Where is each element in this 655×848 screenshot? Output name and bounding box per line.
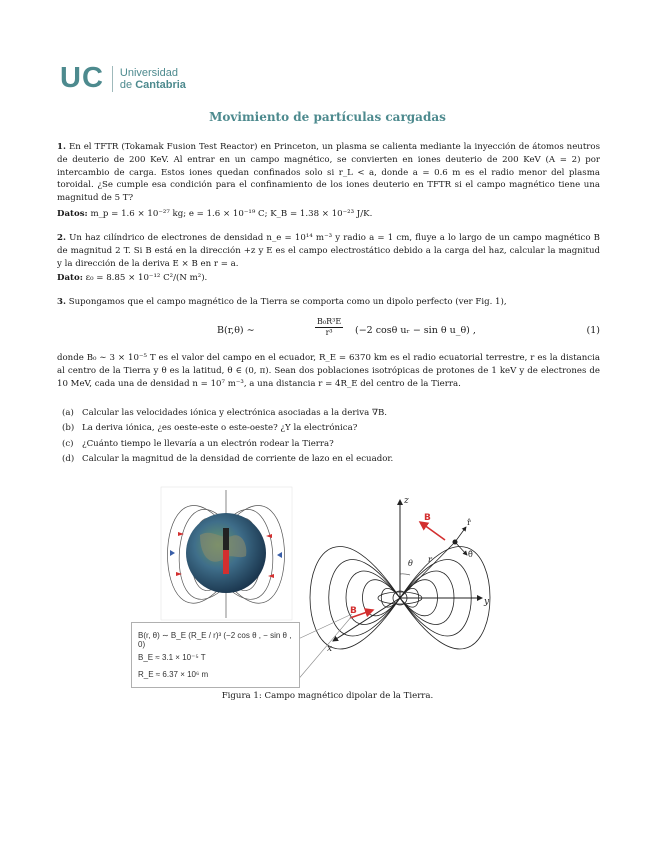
item-tag: (b) <box>62 423 75 434</box>
problem-2-text: Un haz cilíndrico de electrones de densidad n_e = 10¹⁴ m⁻³ y radio a = 1 cm, fluye a lo largo de un campo magnético B de magnitud 2 T. Si B está en la dirección +z y E es el campo electrostático debido a la carga del haz, calcular la magnitud y la dirección de la deriva E × B en r = a. <box>57 233 600 269</box>
figure-caption: Figura 1: Campo magnético dipolar de la Tierra. <box>221 691 434 701</box>
logo-line2-bold: Cantabria <box>135 78 186 91</box>
item-text: La deriva iónica, ¿es oeste-este o este-oeste? ¿Y la electrónica? <box>82 423 358 434</box>
label-x: x <box>327 644 333 654</box>
item-text: ¿Cuánto tiempo le llevaría a un electrón rodear la Tierra? <box>82 438 334 449</box>
problem-2-number: 2. <box>57 233 66 243</box>
r-hat-arrow <box>455 527 466 542</box>
problem-1-number: 1. <box>57 142 66 152</box>
magnet-south <box>223 550 229 574</box>
label-y: y <box>484 597 490 607</box>
item-text: Calcular la magnitud de la densidad de corriente de lazo en el ecuador. <box>82 454 394 465</box>
label-z: z <box>404 496 409 506</box>
label-b-bottom: B <box>350 606 357 616</box>
label-b-top: B <box>424 513 431 523</box>
magnet-north <box>223 528 229 550</box>
problem-2-data-text: ε₀ = 8.85 × 10⁻¹² C²/(N m²). <box>85 273 208 283</box>
problem-3-body: donde B₀ ∼ 3 × 10⁻⁵ T es el valor del campo en el ecuador, R_E = 6370 km es el radio ecuatorial terrestre, r es la distancia al centro de la Tierra y θ es la latitud, θ ∈ (0, π). Sean dos poblaciones isotrópicas de protones de 1 keV y de electrones de 10 MeV, cada una de densidad n = 10⁷ m⁻³, a una distancia r = 4R_E del centro de la Tierra. <box>57 353 600 389</box>
label-r: r <box>428 555 432 564</box>
r-vector <box>400 542 455 598</box>
formula-box <box>131 622 300 688</box>
page-title: Movimiento de partículas cargadas <box>209 110 446 124</box>
equation-lhs: B(r,θ) ∼ <box>217 325 255 336</box>
theta-hat-arrow <box>455 542 467 555</box>
logo-line2-pre: de <box>119 78 136 91</box>
equation-denominator: r³ <box>325 328 333 337</box>
problem-2-data-label: Dato: <box>57 273 83 283</box>
problem-1-data-label: Datos: <box>57 209 88 219</box>
connector-line <box>296 614 352 640</box>
equation-rest: (−2 cosθ uᵣ − sin θ u_θ) , <box>355 325 476 336</box>
theta-arc <box>400 574 410 575</box>
formula-be: B_E ≈ 3.1 × 10⁻⁵ T <box>138 653 206 662</box>
x-axis <box>333 598 400 641</box>
problem-1-text: En el TFTR (Tokamak Fusion Test Reactor) en Princeton, un plasma se calienta mediante la inyección de átomos neutros de deuterio de 200 KeV. Al entrar en un campo magnético, se convierten en iones deuterio de 200 KeV (A = 2) por intercambio de carga. Estos iones quedan confinados solo si r_L < a, donde a = 0.6 m es el radio menor del plasma toroidal. ¿Se cumple esa condición para el confinamiento de los iones deuterio en TFTR si el campo magnético tiene una magnitud de 5 T? <box>57 142 600 204</box>
label-theta-hat: θ̂ <box>468 550 473 559</box>
field-point <box>453 540 458 545</box>
b-vector-top <box>420 522 445 540</box>
equation-numerator: B₀R³E <box>317 317 342 326</box>
problem-3-number: 3. <box>57 297 66 307</box>
item-text: Calcular las velocidades iónica y electrónica asociadas a la deriva ∇B. <box>82 408 387 418</box>
label-theta: θ <box>408 559 413 568</box>
problem-3-intro-text: Supongamos que el campo magnético de la Tierra se comporta como un dipolo perfecto (ver Fig. 1), <box>68 297 507 307</box>
item-tag: (c) <box>62 438 74 449</box>
label-r-hat: r̂ <box>467 518 471 527</box>
item-tag: (a) <box>62 408 74 418</box>
formula-re: R_E ≈ 6.37 × 10⁶ m <box>138 670 209 679</box>
axes <box>333 500 482 641</box>
logo-mark: UC <box>60 62 104 94</box>
logo-line1: Universidad <box>119 66 178 79</box>
equation-number: (1) <box>586 325 600 336</box>
formula-dipole: B(r, θ) ∼ B_E (R_E / r)³ (−2 cos θ , − sin θ , 0) <box>138 631 292 649</box>
item-tag: (d) <box>62 454 75 465</box>
problem-1-data-text: m_p = 1.6 × 10⁻²⁷ kg; e = 1.6 × 10⁻¹⁹ C; K_B = 1.38 × 10⁻²³ J/K. <box>90 209 373 219</box>
earth-image <box>161 487 292 620</box>
